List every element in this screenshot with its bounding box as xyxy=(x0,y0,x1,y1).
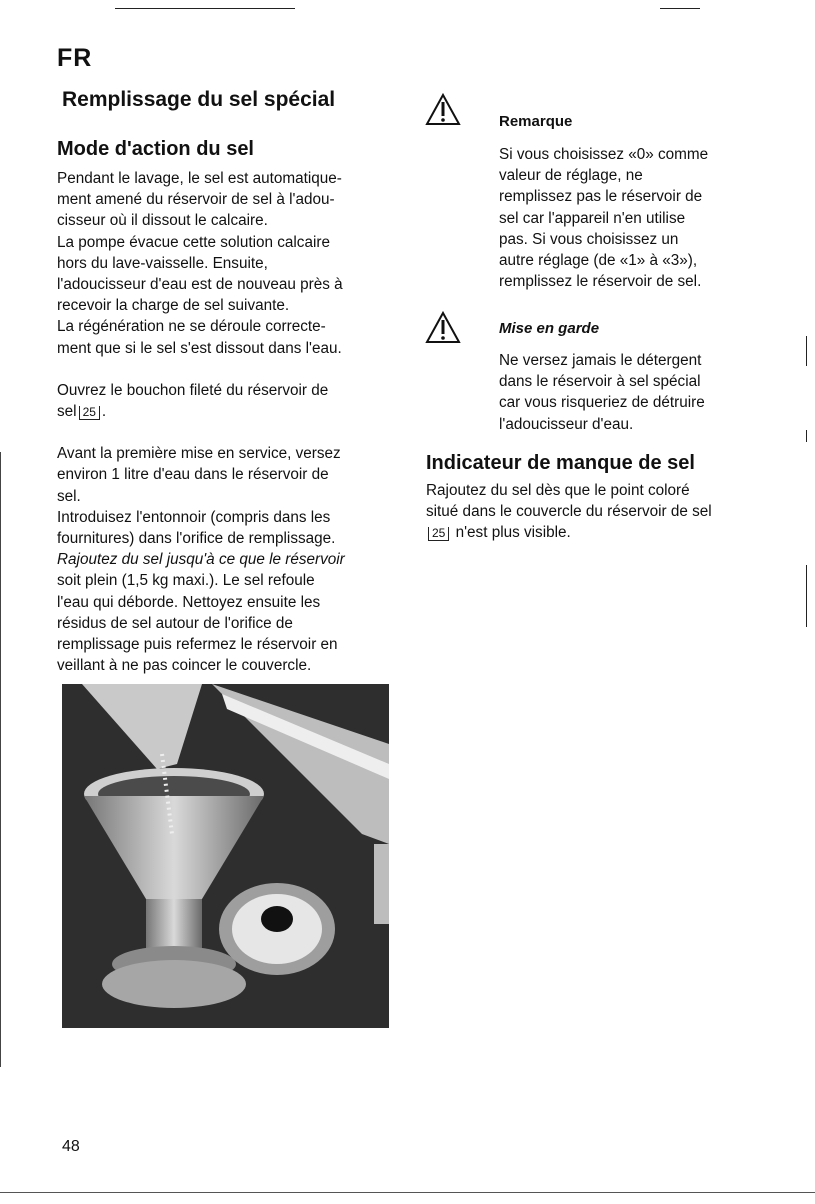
figure-reference: 25 xyxy=(79,406,100,420)
text-line: valeur de réglage, ne xyxy=(499,167,643,185)
text-line: remplissez le réservoir de sel. xyxy=(499,273,702,291)
indicator-text xyxy=(426,480,796,544)
text-line: Rajoutez du sel dès que le point coloré xyxy=(426,482,690,499)
heading-salt-indicator: Indicateur de manque de sel xyxy=(426,452,695,474)
warning-text xyxy=(499,350,779,435)
text-fragment: . xyxy=(101,403,107,421)
right-edge-mark xyxy=(806,336,807,366)
warning-triangle-icon xyxy=(425,310,461,346)
left-edge-line xyxy=(0,452,1,1067)
note-title: Remarque xyxy=(499,113,573,130)
warning-triangle-icon xyxy=(425,92,461,128)
text-line: ment amené du réservoir de sel à l'adou- xyxy=(57,191,335,209)
text-line: l'adoucisseur d'eau. xyxy=(499,415,634,433)
warning-title: Mise en garde xyxy=(499,320,600,337)
text-line: car vous risqueriez de détruire xyxy=(499,394,705,412)
funnel-salt-photo xyxy=(62,684,389,1028)
text-line: l'eau qui déborde. Nettoyez ensuite les xyxy=(57,593,321,611)
right-edge-mark xyxy=(806,430,807,442)
text-line xyxy=(57,401,397,422)
top-rule xyxy=(115,8,295,9)
text-line xyxy=(426,522,796,543)
text-line: cisseur où il dissout le calcaire. xyxy=(57,212,268,230)
note-text xyxy=(499,144,779,292)
text-line: Pendant le lavage, le sel est automatique- xyxy=(57,170,342,187)
text-fragment: sel xyxy=(57,403,77,421)
text-line: Ne versez jamais le détergent xyxy=(499,352,702,369)
text-line: La pompe évacue cette solution calcaire xyxy=(57,233,330,251)
text-line: situé dans le couvercle du réservoir de sel xyxy=(426,503,712,521)
top-rule-right xyxy=(660,8,700,9)
bottom-rule xyxy=(0,1192,815,1193)
text-line: sel car l'appareil n'en utilise xyxy=(499,209,686,227)
text-line: Ouvrez le bouchon fileté du réservoir de xyxy=(57,381,329,399)
text-fragment: n'est plus visible. xyxy=(455,524,571,542)
funnel-illustration xyxy=(62,684,389,1028)
text-line: remplissez pas le réservoir de xyxy=(499,188,703,206)
text-line: hors du lave-vaisselle. Ensuite, xyxy=(57,254,268,272)
left-column-text xyxy=(57,168,397,676)
text-line: Introduisez l'entonnoir (compris dans les xyxy=(57,508,331,526)
text-line: sel. xyxy=(57,487,81,505)
text-line: pas. Si vous choisissez un xyxy=(499,230,679,248)
page-number: 48 xyxy=(62,1138,80,1155)
text-line: l'adoucisseur d'eau est de nouveau près à xyxy=(57,276,343,294)
language-code: FR xyxy=(57,44,93,72)
text-line-italic: Rajoutez du sel jusqu'à ce que le réservoir xyxy=(57,551,345,569)
text-line: soit plein (1,5 kg maxi.). Le sel refoule xyxy=(57,572,315,590)
right-edge-mark xyxy=(806,565,807,627)
text-line: autre réglage (de «1» à «3»), xyxy=(499,252,698,270)
text-line: recevoir la charge de sel suivante. xyxy=(57,297,290,315)
text-line: Si vous choisissez «0» comme xyxy=(499,146,709,163)
text-line: environ 1 litre d'eau dans le réservoir de xyxy=(57,466,329,484)
text-line: veillant à ne pas coincer le couvercle. xyxy=(57,657,312,675)
text-line: La régénération ne se déroule correcte- xyxy=(57,318,326,336)
section-title: Remplissage du sel spécial xyxy=(62,88,336,111)
text-line: dans le réservoir à sel spécial xyxy=(499,373,701,391)
figure-reference: 25 xyxy=(428,527,449,541)
text-line: Avant la première mise en service, versez xyxy=(57,445,341,463)
text-line: fournitures) dans l'orifice de remplissage. xyxy=(57,530,336,548)
text-line: ment que si le sel s'est dissout dans l'eau. xyxy=(57,339,342,357)
heading-mode-action: Mode d'action du sel xyxy=(57,138,254,160)
text-line: résidus de sel autour de l'orifice de xyxy=(57,614,293,632)
text-line: remplissage puis refermez le réservoir en xyxy=(57,636,338,654)
